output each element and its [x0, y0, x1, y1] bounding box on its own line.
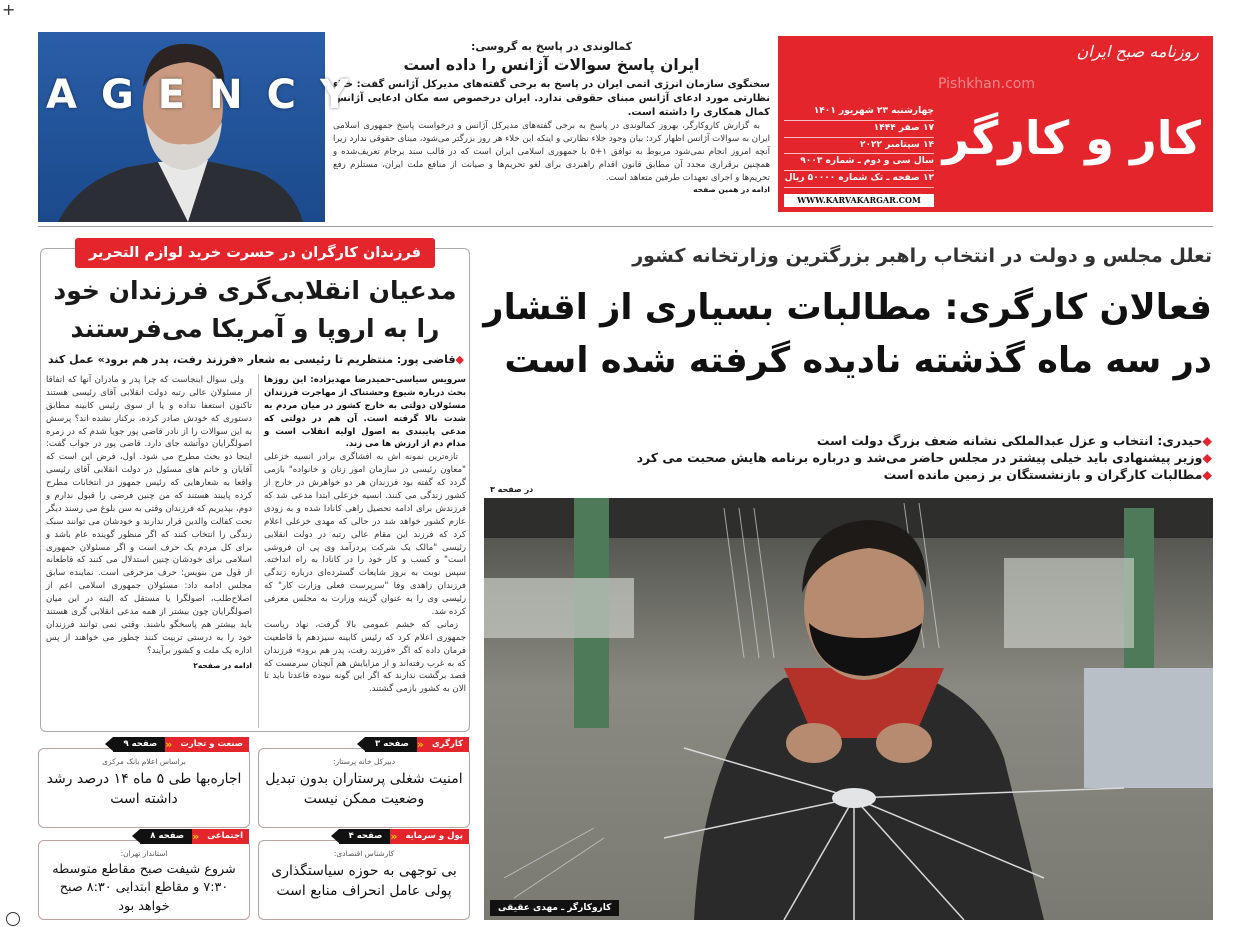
feature-subtitle: ◆قاضی پور: منتظریم تا رئیسی به شعار «فرزند رفت، پدر هم برود» عمل کند: [48, 353, 464, 366]
feature-paragraph: زمانی که خشم عمومی بالا گرفت، نهاد ریاست جمهوری اعلام کرد که رئیس کابینه سیزدهم با قاطعیت فرمان داده که اگر «فرزند رفت، پدر هم برود» فرزندان که به غرب رفته‌اند و از مزایایش هم آنچنان سرمست که قصد برگشت ندارند که اگر این گونه نبوده قاعدتا باید تا الان به کشور بازمی گشتند.: [264, 619, 466, 695]
photo-credit: کاروکارگر ـ مهدی عقیقی: [490, 900, 619, 916]
feature-continued-link[interactable]: ادامه در صفحه۲: [193, 660, 252, 670]
issue-number: سال سی و دوم ـ شماره ۹۰۰۳: [784, 154, 934, 171]
main-story-bullets: [482, 432, 1212, 483]
man-figure: [38, 32, 325, 222]
newspaper-logo: کار و کارگر: [942, 111, 1201, 165]
brief-page: صفحه ۳: [365, 737, 417, 752]
brief-page: صفحه ۴: [339, 829, 391, 844]
brief-card[interactable]: [38, 738, 250, 828]
brief-page: صفحه ۹: [113, 737, 165, 752]
brief-category: صنعت و تجارت: [174, 737, 249, 752]
issue-date-persian: چهارشنبه ۲۳ شهریور ۱۴۰۱: [784, 104, 934, 121]
masthead-tagline: روزنامه صبح ایران: [1076, 42, 1199, 61]
main-headline[interactable]: فعالان کارگری: مطالبات بسیاری از اقشار در سه ماه گذشته نادیده گرفته شده است: [483, 287, 1212, 381]
factory-scene: [484, 498, 1213, 920]
issue-info: [784, 104, 934, 190]
bullet-item: ◆حیدری: انتخاب و عزل عبدالملکی نشانه ضعف بزرگ دولت است: [816, 433, 1212, 448]
feature-lead: سرویس سیاسی-حمیدرضا مهدیزاده: این روزها بحث درباره شیوع وحشتناک از مهاجرت فرزندان مسئولان دولتی به خارج کشور در میان مردم به شدت بالا گرفته است. آن هم در دولتی که مدعی پایبندی به اصول اولیه انقلاب است و مدام دم از ارزش ها می زند.: [264, 375, 466, 450]
brief-tab: [132, 829, 249, 844]
website-url[interactable]: WWW.KARVAKARGAR.COM: [784, 194, 934, 207]
brief-tab: [105, 737, 249, 752]
top-story-title[interactable]: ایران پاسخ سوالات آژانس را داده است: [403, 56, 700, 75]
brief-card[interactable]: [258, 830, 470, 920]
brief-title: امنیت شغلی پرستاران بدون تبدیل وضعیت ممکن نیست: [265, 770, 463, 808]
watermark: Pishkhan.com: [938, 76, 1035, 92]
top-story-kicker: کمالوندی در پاسخ به گروسی:: [470, 40, 633, 53]
feature-tab-label: فرزندان کارگران در حسرت خرید لوازم التحریر: [75, 238, 435, 268]
crosshair-icon: +: [2, 0, 16, 19]
chevron-left-icon: «: [416, 738, 424, 751]
diamond-icon: ◆: [455, 353, 464, 366]
brief-tab: [357, 737, 469, 752]
brief-title: بی توجهی به حوزه سیاستگذاری پولی عامل انحراف منابع است: [271, 862, 457, 900]
feature-title[interactable]: مدعیان انقلابی‌گری فرزندان خود را به اروپا و آمریکا می‌فرستند: [53, 276, 457, 343]
top-story-lead: سخنگوی سازمان انرژی اتمی ایران در پاسخ به برخی گفته‌های مدیرکل آژانس گفت: خلاء نظارتی مورد ادعای آژانس مبنای حقوقی ندارد. ایران درخصوص سه مکان ادعایی آژانس کمال همکاری را داشته است.: [333, 79, 770, 119]
agency-backdrop-text: AGENCY: [46, 72, 373, 118]
issue-price: ۱۲ صفحه ـ تک شماره ۵۰۰۰۰ ریال: [784, 171, 934, 188]
brief-kicker: براساس اعلام بانک مرکزی: [102, 757, 186, 766]
brief-title: شروع شیفت صبح مقاطع متوسطه ۷:۳۰ و مقاطع ابتدایی ۸:۳۰ صبح خواهد بود: [52, 861, 236, 914]
diamond-icon: ◆: [1202, 450, 1212, 465]
feature-paragraph: تازه‌ترین نمونه اش به افشاگری برادر انسیه خزعلی "معاون رئیسی در سازمان امور زنان و خانواده" بازمی گردد که گفته بود فرزندان هر دو خواهرش در خارج از کشور زندگی می کنند. انسیه خزعلی ابتدا مدعی شد که فرزندش برای ادامه تحصیل راهی کانادا شده و به زودی عازم کشور خواهد شد در حالی که مهدی خزعلی اعلام کرد که فرزند این مقام عالی رتبه در دولت انقلابی رئیسی "مالک یک شرکت پردرآمد وی پی ان فروشی است" و کسب و کار خود را در کانادا به راه انداخته. سپس نوبت به بروز شایعات گسترده‌ای درباره زندگی فرزندان زاهدی وفا "سرپرست فعلی وزارت کار" که رئیسی وی را به عنوان گزینه وزارت به مجلس معرفی کرده شد.: [264, 452, 466, 618]
feature-paragraph: ولی سوال اینجاست که چرا پدر و مادران آنها که اتفاقا از مسئولان عالی رتبه دولت انقلابی آقای رئیسی هستند تاکنون استعفا نداده و یا از سوی رئیس کابینه مطابق دستوری که خودش صادر کرده، برکنار نشده اند؟ پرسش به این سوالات را از نادر قاضی پور جویا شدم که در زمره اصولگرایان دوآتشه جای دارد. قاضی پور در جواب گفت: اینجا دو بحث مطرح می شود. اول، فرض این است که آقایان و خانم های مسئول در دولت انقلابی آقای رئیسی واقعا به شعارهایی که رئیس جمهور در انتخابات مطرح کرده پایبند هستند که من چنین فرضی را قبول ندارم و دوم، بپذیریم که فرزندان وقتی به سن بلوغ می رسند دیگر تحت کفالت والدین قرار ندارند و خودشان می توانند سبک زندگی را انتخاب کنند که اگر منظور گوینده عام باشد و برای کل مردم یک حرف است و اگر مسئولان جمهوری اسلامی برای خودشان چنین استدلال می کنند که قاطعانه از قول من بنویس: حرف مزخرفی است. نماینده سابق مجلس ادامه داد: مسئولان جمهوری اسلامی اعم از اصلاح‌طلب، اصولگرا یا مستقل که البته در این میان اصولگرایان چون بیشتر از همه مدعی انقلابی گری هستند باید بیشتر هم پاسخگو باشند. وقتی نمی توانند فرزندان خود را به درستی تربیت کنند چطور می خواهند از پس اداره یک ملت و کشور برآیند؟: [46, 375, 252, 656]
brief-category: اجتماعی: [201, 829, 249, 844]
brief-page: صفحه ۸: [140, 829, 192, 844]
main-story-kicker: تعلل مجلس و دولت در انتخاب راهبر بزرگترین وزارتخانه کشور: [632, 245, 1212, 267]
top-story-body: به گزارش کاروکارگر، بهروز کمالوندی در پاسخ به برخی گفته‌های مدیرکل آژانس و درخواست پاسخ جمهوری اسلامی ایران به سوالات آژانس اظهار کرد: بیان وجود خلاء نظارتی و اینکه این خلاء هر روز بزرگتر می‌شود، مبنای حقوقی ندارد زیرا آنچه امروز انجام نمی‌شود مربوط به توافق ۱+۵ با جمهوری اسلامی ایران است که در قالب سند برجام تعریف‌شده و همچنین برقراری مجدد آن مطابق قانون اقدام راهبردی برای لغو تحریم‌ها و صیانت از منافع ملت ایران، مستلزم رفع تحریم‌ها و اجرای تعهدات طرفین متعاهد است.: [333, 121, 770, 183]
portrait-photo: [38, 32, 373, 222]
brief-card[interactable]: [258, 738, 470, 828]
brief-card[interactable]: [38, 830, 250, 920]
top-story-continued-link[interactable]: ادامه در همین صفحه: [693, 184, 770, 194]
feature-column-right: [258, 374, 466, 728]
diamond-icon: ◆: [1202, 467, 1212, 482]
chevron-left-icon: «: [390, 830, 398, 843]
bullet-item: ◆مطالبات کارگران و بازنشستگان بر زمین مانده است: [883, 467, 1212, 482]
factory-worker-photo: [484, 498, 1213, 920]
brief-category: پول و سرمایه: [399, 829, 469, 844]
divider: [38, 226, 1213, 227]
brief-tab: [331, 829, 469, 844]
chevron-left-icon: «: [165, 738, 173, 751]
brief-kicker: کارشناس اقتصادی:: [333, 849, 395, 858]
issue-date-hijri: ۱۷ صفر ۱۴۴۴: [784, 121, 934, 138]
bullet-item: ◆وزیر پیشنهادی باید خیلی پیشتر در مجلس حاضر می‌شد و درباره برنامه هایش صحبت می کرد: [636, 450, 1212, 465]
brief-kicker: استاندار تهران:: [120, 849, 168, 858]
issue-date-gregorian: ۱۴ سپتامبر ۲۰۲۲: [784, 138, 934, 155]
brief-kicker: دبیرکل خانه پرستار:: [332, 757, 396, 766]
feature-column-left: [46, 374, 252, 728]
brief-title: اجاره‌بها طی ۵ ماه ۱۴ درصد رشد داشته است: [46, 770, 242, 808]
brief-category: کارگری: [426, 737, 469, 752]
chevron-left-icon: «: [192, 830, 200, 843]
top-story: [333, 38, 770, 220]
main-story-page-ref[interactable]: در صفحه ۳: [490, 485, 534, 494]
circle-icon: [6, 912, 20, 926]
masthead: [778, 36, 1213, 212]
diamond-icon: ◆: [1202, 433, 1212, 448]
